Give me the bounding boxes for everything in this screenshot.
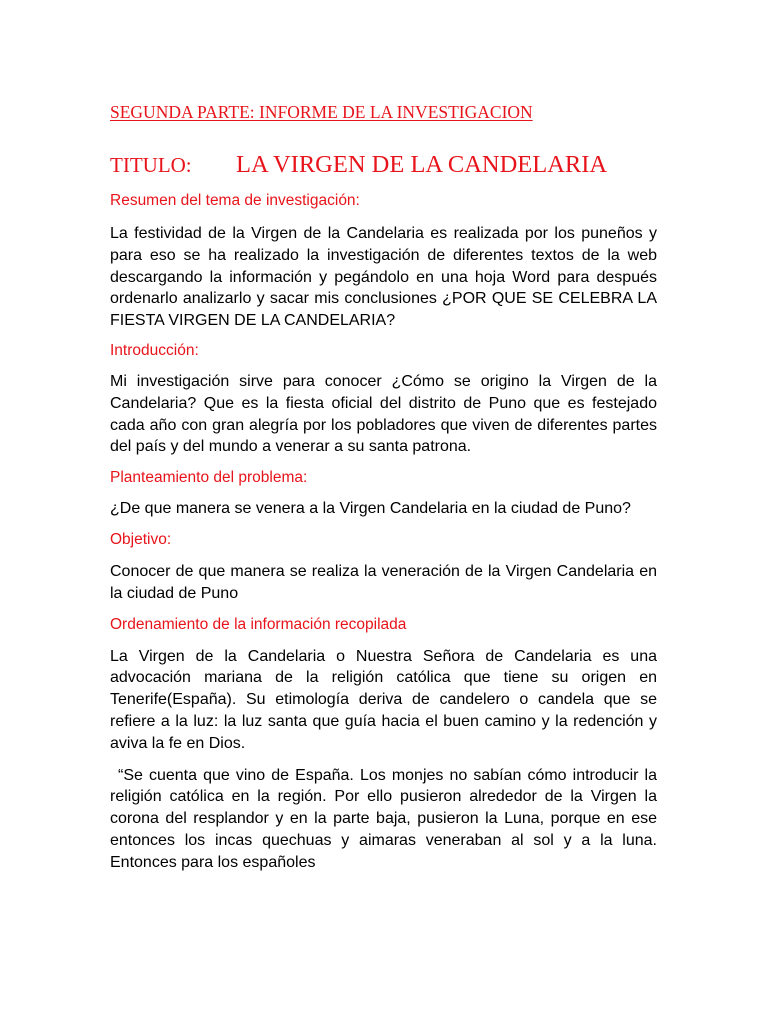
section-heading-introduccion: Introducción: bbox=[110, 341, 199, 359]
document-content bbox=[110, 100, 657, 874]
section-heading-objetivo: Objetivo: bbox=[110, 530, 172, 548]
section-body-resumen: La festividad de la Virgen de la Candelaria es realizada por los puneños y para eso se ha realizado la investigación de diferentes textos de la web descargando la información y pegándolo en una hoja Word para después ordenarlo analizarlo y sacar mis conclusiones ¿POR QUE SE CELEBRA LA FIESTA VIRGEN DE LA CANDELARIA? bbox=[110, 225, 657, 330]
section-body-objetivo: Conocer de que manera se realiza la veneración de la Virgen Candelaria en la ciudad de Puno bbox=[110, 562, 657, 602]
section-body-ordenamiento: La Virgen de la Candelaria o Nuestra Señora de Candelaria es una advocación mariana de la religión católica que tiene su origen en Tenerife(España). Su etimología deriva de candelero o candela que se refiere a la luz: la luz santa que guía hacia el buen camino y la redención y aviva la fe en Dios. bbox=[110, 647, 657, 752]
section-body-planteamiento: ¿De que manera se venera a la Virgen Candelaria en la ciudad de Puno? bbox=[110, 500, 631, 518]
section-body-introduccion: Mi investigación sirve para conocer ¿Cómo se origino la Virgen de la Candelaria? Que es la fiesta oficial del distrito de Puno que es festejado cada año con gran alegría por los pobladores que viven de diferentes partes del país y del mundo a venerar a su santa patrona. bbox=[110, 372, 657, 456]
title-value: LA VIRGEN DE LA CANDELARIA bbox=[236, 151, 608, 178]
section-body-ordenamiento-quote: “Se cuenta que vino de España. Los monjes no sabían cómo introducir la religión católica en la región. Por ello pusieron alrededor de la Virgen la corona del resplandor y en la parte baja, pusieron la Luna, porque en ese entonces los incas quechuas y aimaras veneraban al sol y a la luna. Entonces para los españoles bbox=[110, 766, 657, 871]
section-heading-planteamiento: Planteamiento del problema: bbox=[110, 469, 308, 487]
part-title: SEGUNDA PARTE: INFORME DE LA INVESTIGACION bbox=[110, 102, 533, 122]
document-title bbox=[110, 150, 657, 183]
title-label: TITULO: bbox=[110, 153, 192, 177]
section-heading-ordenamiento: Ordenamiento de la información recopilada bbox=[110, 615, 407, 633]
section-heading-resumen: Resumen del tema de investigación: bbox=[110, 192, 360, 209]
